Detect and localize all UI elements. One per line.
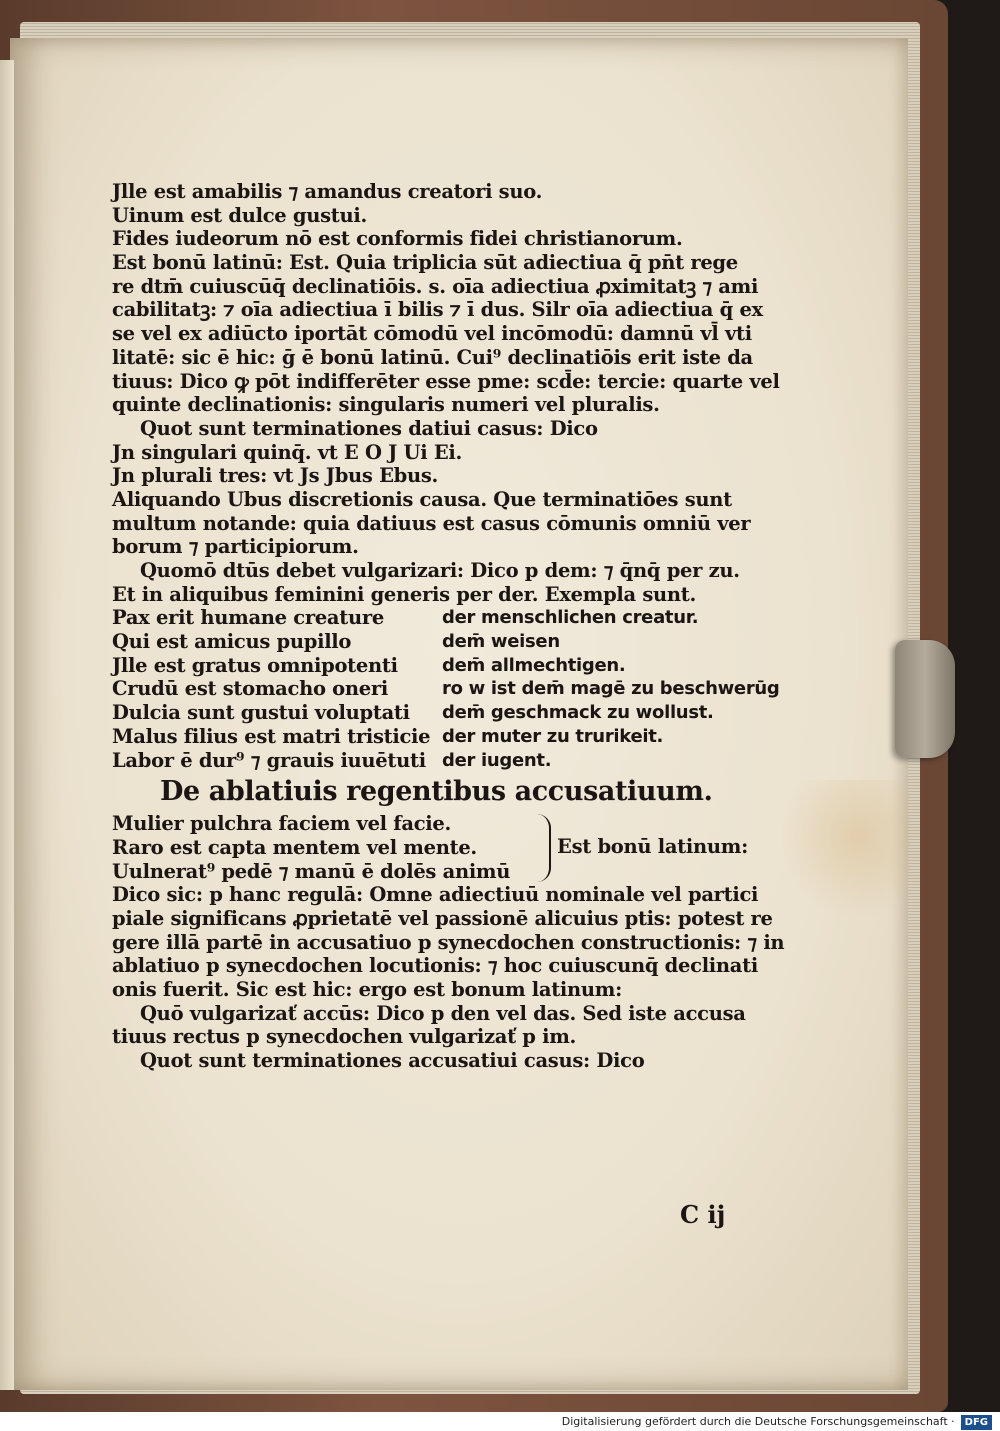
ablative-example: Uulnerat⁹ pedē ⁊ manū ē dolēs animū [112, 859, 511, 883]
facing-page-edge [0, 60, 14, 1390]
text-line: Fides iudeorum nō est conformis fidei christianorum. [112, 227, 683, 251]
text-line: onis fuerit. Sic est hic: ergo est bonum latinum: [112, 977, 623, 1001]
brace-mark [537, 814, 551, 882]
singular-terminations: Jn singulari quinq̄. vt E O J Ui Ei. [112, 440, 463, 464]
page-text [112, 180, 785, 1073]
text-line: Jlle est amabilis ⁊ amandus creatori suo. [112, 180, 543, 203]
example-row [112, 701, 762, 725]
example-german: der muter zu trurikeit. [442, 725, 664, 747]
text-line: borum ⁊ participiorum. [112, 535, 359, 559]
example-latin: Crudū est stomacho oneri [112, 677, 388, 701]
exempla-intro: Et in aliquibus feminini generis per der. Exempla sunt. [112, 582, 696, 606]
ablative-example: Raro est capta mentem vel mente. [112, 835, 477, 859]
text-line: litatē: sic ē hic: ḡ ē bonū latinū. Cui⁹ declinatiōis erit iste da [112, 345, 753, 369]
example-german: der menschlichen creatur. [442, 607, 699, 629]
example-row [112, 654, 762, 678]
question-accusative-terminations: Quot sunt terminationes accusatiui casus: Dico [140, 1049, 645, 1072]
example-german: der iugent. [442, 749, 552, 771]
example-latin: Malus filius est matri tristicie [112, 724, 431, 748]
ablative-examples [112, 812, 762, 883]
example-latin: Labor ē dur⁹ ⁊ grauis iuuētuti [112, 748, 426, 772]
text-line: piale significans ꝓprietatē vel passionē alicuius ptis: potest re [112, 906, 773, 930]
text-line: Est bonū latinū: Est. Quia triplicia sūt adiectiua q̄ pn̄t rege [112, 251, 738, 275]
footer-text: Digitalisierung gefördert durch die Deutsche Forschungsgemeinschaft · [561, 1415, 955, 1428]
paper-stain [780, 780, 910, 920]
text-line: cabilitatꝫ: ⁊ oīa adiectiua ī bilis ⁊ ī dus. Silr oīa adiectiua q̄ ex [112, 298, 763, 322]
text-line: tiuus rectus p synecdochen vulgarizať p im. [112, 1025, 577, 1049]
text-line: gere illā partē in accusatiuo p synecdochen constructionis: ⁊ in [112, 930, 785, 954]
example-row [112, 749, 762, 773]
question-accusative: Quō vulgarizať accūs: Dico p den vel das. Sed iste accusa [140, 1001, 746, 1025]
text-line: ablatiuo p synecdochen locutionis: ⁊ hoc cuiuscunq̄ declinati [112, 954, 758, 978]
example-latin: Jlle est gratus omnipotenti [112, 653, 398, 677]
example-german: ro w ist dem̄ magē zu beschwerūg [442, 678, 780, 700]
example-latin: Pax erit humane creature [112, 606, 384, 630]
section-heading: De ablatiuis regentibus accusatiuum. [160, 776, 713, 808]
example-latin: Dulcia sunt gustui voluptati [112, 701, 410, 725]
example-german: dem̄ allmechtigen. [442, 654, 626, 676]
example-row [112, 630, 762, 654]
text-line: Aliquando Ubus discretionis causa. Que terminatiōes sunt [112, 487, 732, 511]
digitization-footer [0, 1412, 1000, 1431]
example-row [112, 606, 762, 630]
question-vulgarizari: Quomō dtūs debet vulgarizari: Dico p dem: ⁊ q̄nq̄ per zu. [140, 559, 740, 582]
text-line: Uinum est dulce gustui. [112, 203, 367, 227]
folio-signature: C ij [680, 1200, 726, 1229]
text-line: re dtm̄ cuiuscūq̄ declinatiōis. s. oīa adiectiua ꝓximitatꝫ ⁊ ami [112, 274, 759, 298]
text-line: se vel ex adiūcto iportāt cōmodū vel incōmodū: damnū vl̄ vti [112, 322, 752, 346]
example-german: dem̄ weisen [442, 631, 560, 653]
text-line: multum notande: quia datiuus est casus cōmunis omniū ver [112, 511, 751, 535]
text-line: Dico sic: p hanc regulā: Omne adiectiuū nominale vel partici [112, 883, 759, 907]
text-line: tiuus: Dico ꝙ pōt indifferēter esse pme: scd̄e: tercie: quarte vel [112, 369, 780, 393]
example-row [112, 725, 762, 749]
bookmark-tab [895, 640, 955, 758]
plural-terminations: Jn plurali tres: vt Js Jbus Ebus. [112, 464, 439, 488]
dfg-logo: DFG [961, 1415, 992, 1430]
ablative-answer: Est bonū latinum: [557, 835, 748, 859]
ablative-example: Mulier pulchra faciem vel facie. [112, 812, 451, 836]
text-line: quinte declinationis: singularis numeri vel pluralis. [112, 393, 660, 417]
example-latin: Qui est amicus pupillo [112, 630, 352, 654]
example-german: dem̄ geschmack zu wollust. [442, 702, 714, 724]
example-row [112, 677, 780, 701]
question-terminations: Quot sunt terminationes datiui casus: Dico [140, 416, 598, 440]
